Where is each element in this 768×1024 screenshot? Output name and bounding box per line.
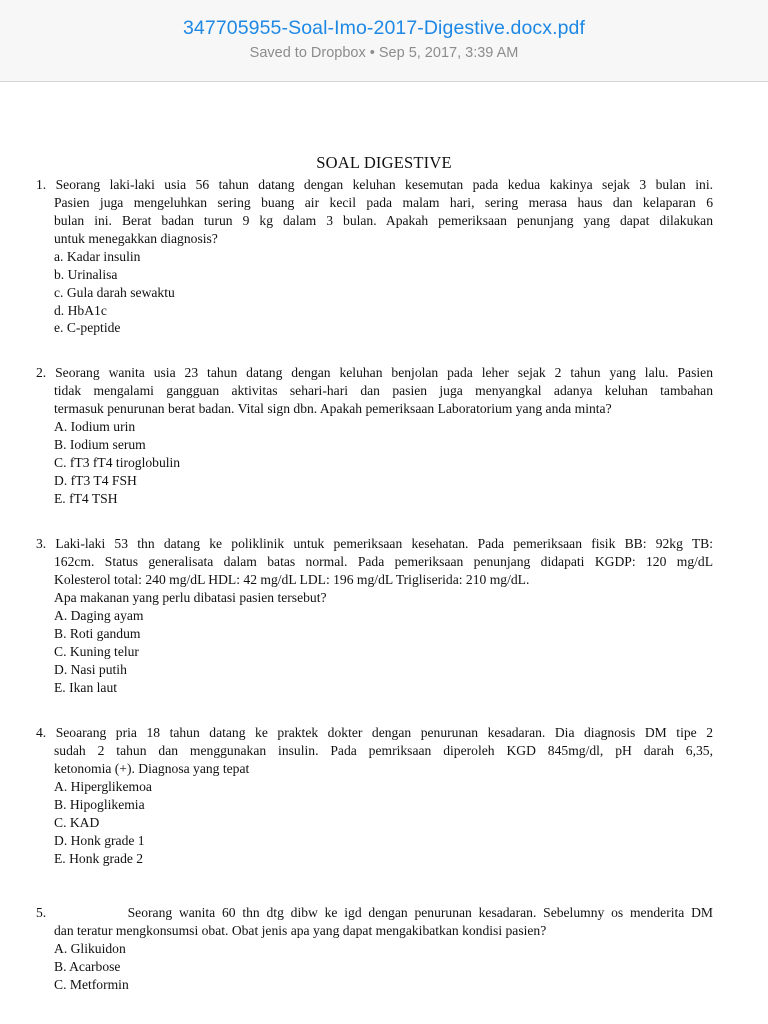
question-text-line: Pasien juga mengeluhkan sering buang air kecil pada malam hari, sering merasa haus dan kelaparan 6: [54, 195, 713, 210]
answer-option: E. Ikan laut: [54, 680, 118, 695]
answer-option: B. Iodium serum: [54, 437, 146, 452]
document-heading: SOAL DIGESTIVE: [316, 153, 452, 172]
question-text-line: sudah 2 tahun dan menggunakan insulin. Pada pemriksaan diperoleh KGD 845mg/dl, pH darah 6,35,: [54, 743, 713, 758]
answer-option: D. Honk grade 1: [54, 833, 145, 848]
file-title[interactable]: 347705955-Soal-Imo-2017-Digestive.docx.pdf: [182, 17, 586, 39]
answer-option: C. Metformin: [54, 977, 129, 992]
answer-option: c. Gula darah sewaktu: [54, 285, 175, 300]
document-viewer-header: [0, 0, 768, 82]
answer-option: d. HbA1c: [54, 303, 107, 318]
answer-option: D. fT3 T4 FSH: [54, 473, 137, 488]
question-text-line: tidak mengalami gangguan aktivitas sehari-hari dan pasien juga menyangkal adanya keluhan tambahan: [54, 383, 713, 398]
answer-option: C. Kuning telur: [54, 644, 139, 659]
question-text-line: Apa makanan yang perlu dibatasi pasien tersebut?: [54, 590, 327, 605]
question-text-line: 162cm. Status generalisata dalam batas normal. Pada pemeriksaan penunjang didapati KGDP: 120 mg/dL: [54, 554, 713, 569]
answer-option: B. Roti gandum: [54, 626, 141, 641]
question-text-line: 1. Seorang laki-laki usia 56 tahun datang dengan keluhan kesemutan pada kedua kakinya sejak 3 bulan ini.: [36, 177, 713, 192]
answer-option: A. Hiperglikemoa: [54, 779, 152, 794]
question-text-line: 4. Seoarang pria 18 tahun datang ke praktek dokter dengan penurunan kesadaran. Dia diagnosis DM tipe 2: [36, 725, 713, 740]
question-text-line: 5. Seorang wanita 60 thn dtg dibw ke igd dengan penurunan kesadaran. Sebelumny os menderita DM: [36, 905, 713, 920]
question-text-line: termasuk penurunan berat badan. Vital sign dbn. Apakah pemeriksaan Laboratorium yang anda minta?: [54, 401, 612, 416]
question-text-line: 3. Laki-laki 53 thn datang ke poliklinik untuk pemeriksaan kesehatan. Pada pemeriksaan fisik BB: 92kg TB:: [36, 536, 713, 551]
answer-option: A. Daging ayam: [54, 608, 144, 623]
question-text-line: bulan ini. Berat badan turun 9 kg dalam 3 bulan. Apakah pemeriksaan penunjang yang dapat dilakukan: [54, 213, 713, 228]
answer-option: E. Honk grade 2: [54, 851, 144, 866]
answer-option: a. Kadar insulin: [54, 249, 141, 264]
answer-option: A. Glikuidon: [54, 941, 126, 956]
answer-option: C. KAD: [54, 815, 100, 830]
question-text-line: 2. Seorang wanita usia 23 tahun datang dengan keluhan benjolan pada leher sejak 2 tahun yang lalu. Pasien: [36, 365, 713, 380]
answer-option: C. fT3 fT4 tiroglobulin: [54, 455, 181, 470]
question-text-line: Kolesterol total: 240 mg/dL HDL: 42 mg/dL LDL: 196 mg/dL Trigliserida: 210 mg/dL.: [54, 572, 530, 587]
save-status: Saved to Dropbox • Sep 5, 2017, 3:39 AM: [249, 45, 519, 61]
question-text-line: untuk menegakkan diagnosis?: [54, 231, 218, 246]
answer-option: E. fT4 TSH: [54, 491, 118, 506]
question-text-line: dan teratur mengkonsumsi obat. Obat jenis apa yang dapat mengakibatkan kondisi pasien?: [54, 923, 547, 938]
answer-option: e. C-peptide: [54, 320, 121, 335]
document-page[interactable]: [0, 83, 768, 1024]
answer-option: B. Acarbose: [54, 959, 121, 974]
answer-option: B. Hipoglikemia: [54, 797, 145, 812]
answer-option: D. Nasi putih: [54, 662, 127, 677]
answer-option: b. Urinalisa: [54, 267, 118, 282]
question-text-line: ketonomia (+). Diagnosa yang tepat: [54, 761, 250, 776]
answer-option: A. Iodium urin: [54, 419, 136, 434]
